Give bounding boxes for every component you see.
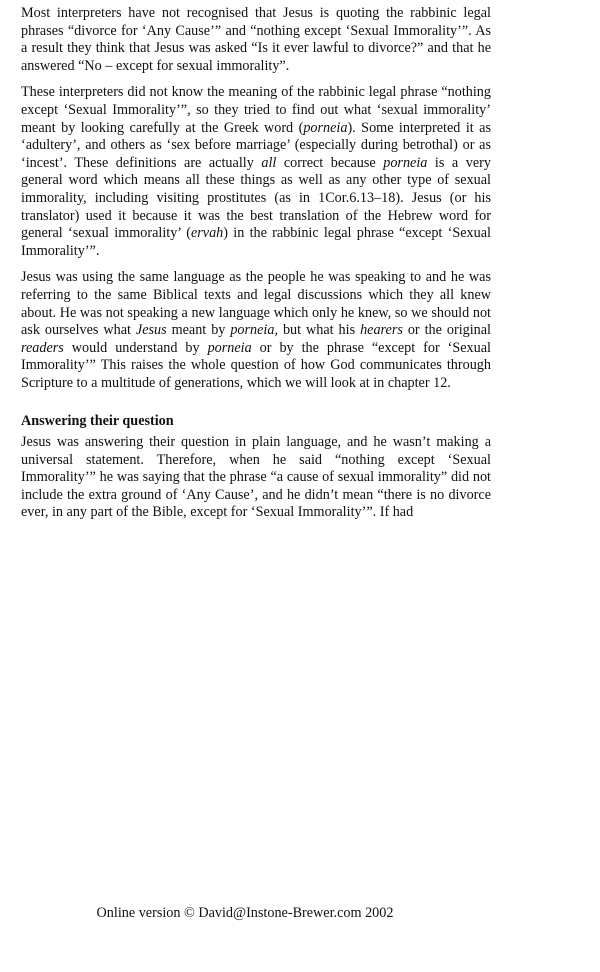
- text-run: ). Some interpreted it as ‘adultery’, and others as ‘sex before marriage’ (especially during betrothal) or as ‘incest’. These definitions are actually: [21, 119, 491, 171]
- text-run: , but what his: [274, 322, 361, 339]
- text-run: meant by: [166, 322, 231, 339]
- page-body: [21, 5, 491, 531]
- text-run: Jesus was answering their question in plain language, and he wasn’t making a universal statement. Therefore, when he said “nothing except ‘Sexual Immorality’” he was saying that the phrase “a cause of sexual immorality” did not include the extra ground of ‘Any Cause’, and he didn’t mean “there is no divorce ever, in any part of the Bible, except for ‘Sexual Immorality’”. If had: [21, 434, 491, 521]
- italic-text: porneia: [207, 339, 252, 356]
- intro-paragraphs: [21, 5, 491, 392]
- italic-text: porneia: [383, 154, 428, 171]
- text-run: is a very general word which means all these things as well as any other type of sexual immorality, including visiting prostitutes (as in 1Cor.6.13–18). Jesus (or his translator) used it because it was the best translation of the Hebrew word for general ‘sexual immorality’ (: [21, 154, 491, 242]
- text-run: or by the phrase “except for ‘Sexual Immorality’” This raises the whole question of how God communicates through Scripture to a multitude of generations, which we will look at in chapter 12.: [21, 339, 491, 391]
- italic-text: hearers: [360, 322, 403, 339]
- text-run: Jesus was using the same language as the people he was speaking to and he was referring to the same Biblical texts and legal discussions which they all knew about. He was not speaking a new language which only he knew, so we should not ask ourselves what: [21, 269, 491, 339]
- italic-text: Jesus: [135, 322, 167, 339]
- paragraph: [21, 5, 491, 75]
- text-run: ) in the rabbinic legal phrase “except ‘Sexual Immorality’”.: [21, 225, 491, 259]
- italic-text: readers: [21, 339, 64, 356]
- text-run: correct because: [276, 154, 384, 171]
- paragraph: [21, 84, 491, 260]
- text-run: These interpreters did not know the meaning of the rabbinic legal phrase “nothing except ‘Sexual Immorality’”, so they tried to find out what ‘sexual immorality’ meant by looking carefully at the Greek word (: [21, 84, 491, 136]
- paragraph: [21, 269, 491, 392]
- italic-text: all: [261, 154, 277, 171]
- section-heading: Answering their question: [21, 413, 174, 430]
- page-footer: Online version © David@Instone-Brewer.com 2002: [96, 905, 394, 921]
- text-run: or the original: [402, 322, 492, 339]
- text-run: would understand by: [63, 339, 208, 356]
- italic-text: ervah: [190, 225, 224, 242]
- paragraph: [21, 434, 491, 522]
- text-run: Most interpreters have not recognised that Jesus is quoting the rabbinic legal phrases “divorce for ‘Any Cause’” and “nothing except ‘Sexual Immorality’”. As a result they think that Jesus was asked “Is it ever lawful to divorce?” and that he answered “No – except for sexual immorality”.: [21, 5, 491, 74]
- section-paragraphs: [21, 434, 491, 522]
- italic-text: porneia: [230, 322, 275, 339]
- italic-text: porneia: [303, 119, 348, 136]
